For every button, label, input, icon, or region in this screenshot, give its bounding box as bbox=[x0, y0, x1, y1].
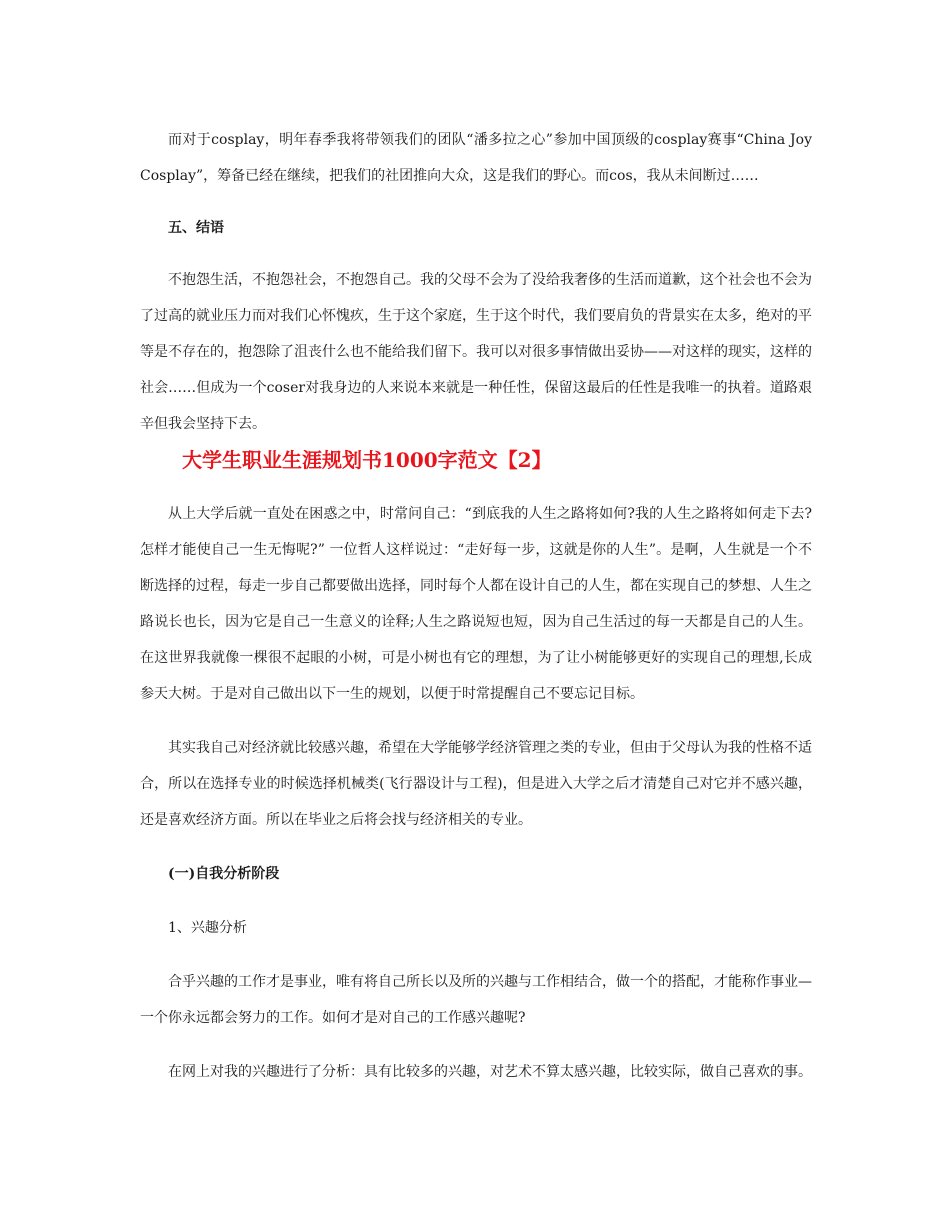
paragraph-cosplay-plan: 而对于cosplay，明年春季我将带领我们的团队“潘多拉之心”参加中国顶级的cosplay赛事“China Joy Cosplay”，筹备已经在继续，把我们的社团推向大众，这是我们的野心。而cos，我从未间断过…… bbox=[140, 132, 812, 184]
document-page bbox=[140, 122, 812, 1090]
heading-conclusion: 五、结语 bbox=[168, 220, 224, 236]
article-title-2: 大学生职业生涯规划书1000字范文【2】 bbox=[182, 448, 552, 472]
subheading-interest-analysis: 1、兴趣分析 bbox=[168, 920, 247, 936]
paragraph-economics-interest: 其实我自己对经济就比较感兴趣，希望在大学能够学经济管理之类的专业，但由于父母认为我的性格不适合，所以在选择专业的时候选择机械类(飞行器设计与工程)，但是进入大学之后才清楚自己对它并不感兴趣，还是喜欢经济方面。所以在毕业之后将会找与经济相关的专业。 bbox=[140, 740, 812, 828]
paragraph-confusion: 从上大学后就一直处在困惑之中，时常问自己：“到底我的人生之路将如何?我的人生之路将如何走下去?怎样才能使自己一生无悔呢?” 一位哲人这样说过：“走好每一步，这就是你的人生”。是啊，人生就是一个不断选择的过程，每走一步自己都要做出选择，同时每个人都在设计自己的人生，都在实现自己的梦想、人生之路说长也长，因为它是自己一生意义的诠释;人生之路说短也短，因为自己生活过的每一天都是自己的人生。在这世界我就像一棵很不起眼的小树，可是小树也有它的理想，为了让小树能够更好的实现自己的理想,长成参天大树。于是对自己做出以下一生的规划，以便于时常提醒自己不要忘记目标。 bbox=[140, 506, 812, 702]
paragraph-interest-test: 在网上对我的兴趣进行了分析：具有比较多的兴趣，对艺术不算太感兴趣，比较实际，做自己喜欢的事。 bbox=[168, 1064, 812, 1080]
paragraph-interest-work: 合乎兴趣的工作才是事业，唯有将自己所长以及所的兴趣与工作相结合，做一个的搭配，才能称作事业—一个你永远都会努力的工作。如何才是对自己的工作感兴趣呢? bbox=[140, 974, 812, 1026]
paragraph-conclusion: 不抱怨生活，不抱怨社会，不抱怨自己。我的父母不会为了没给我奢侈的生活而道歉，这个社会也不会为了过高的就业压力而对我们心怀愧疚，生于这个家庭，生于这个时代，我们要肩负的背景实在太多，绝对的平等是不存在的，抱怨除了沮丧什么也不能给我们留下。我可以对很多事情做出妥协——对这样的现实，这样的社会……但成为一个coser对我身边的人来说本来就是一种任性，保留这最后的任性是我唯一的执着。道路艰辛但我会坚持下去。 bbox=[140, 272, 812, 432]
heading-self-analysis: (一)自我分析阶段 bbox=[168, 866, 280, 882]
